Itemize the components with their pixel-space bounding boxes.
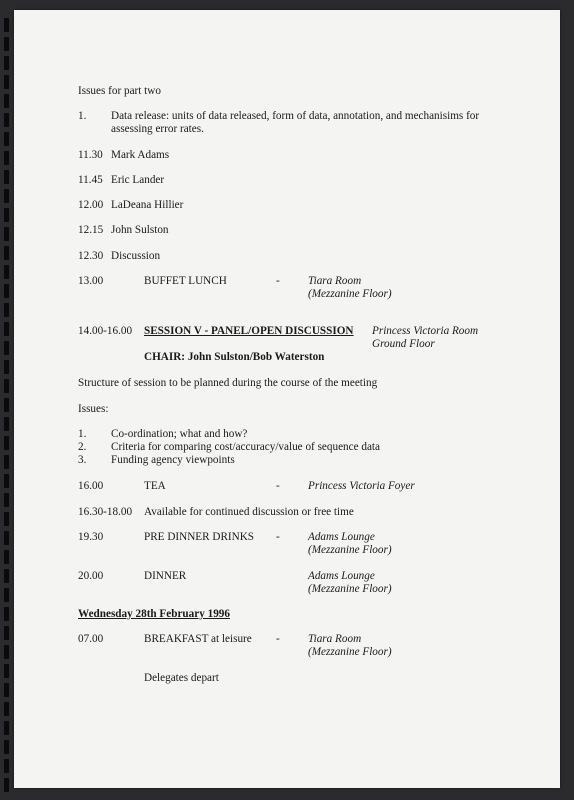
lunch-dash: - [276, 275, 280, 287]
binding-hole [4, 303, 9, 317]
dinner-floor: (Mezzanine Floor) [308, 583, 392, 595]
binding-hole [4, 550, 9, 564]
binding-hole [4, 246, 9, 260]
drinks-dash: - [276, 531, 280, 543]
binding-hole [4, 702, 9, 716]
binding-hole [4, 569, 9, 583]
drinks-room: Adams Lounge [308, 531, 375, 543]
depart-note: Delegates depart [144, 672, 219, 684]
binding-hole [4, 645, 9, 659]
breakfast-floor: (Mezzanine Floor) [308, 646, 392, 658]
breakfast-event: BREAKFAST at leisure [144, 633, 252, 645]
binding-hole [4, 94, 9, 108]
drinks-event: PRE DINNER DRINKS [144, 531, 255, 543]
binding-hole [4, 18, 9, 32]
tea-event: TEA [144, 480, 166, 492]
binding-hole [4, 607, 9, 621]
binding-hole [4, 740, 9, 754]
talk-name: John Sulston [111, 224, 169, 236]
binding-hole [4, 626, 9, 640]
lunch-event: BUFFET LUNCH [144, 275, 227, 287]
binding-hole [4, 284, 9, 298]
binding-hole [4, 37, 9, 51]
tea-room: Princess Victoria Foyer [308, 480, 415, 492]
session-title: SESSION V - PANEL/OPEN DISCUSSION [144, 325, 354, 337]
binding-hole [4, 341, 9, 355]
issues-label: Issues: [78, 403, 109, 415]
talk-time: 12.30 [78, 250, 104, 262]
dinner-room: Adams Lounge [308, 570, 375, 582]
issue-number: 1. [78, 428, 87, 440]
binding-hole [4, 189, 9, 203]
talk-time: 11.45 [78, 174, 103, 186]
session-time: 14.00-16.00 [78, 325, 133, 337]
binding-hole [4, 265, 9, 279]
binding-hole [4, 588, 9, 602]
lunch-room: Tiara Room [308, 275, 362, 287]
issue-number: 3. [78, 454, 87, 466]
issue-text: Funding agency viewpoints [111, 454, 235, 466]
binding-hole [4, 512, 9, 526]
binding-hole [4, 379, 9, 393]
free-time: 16.30-18.00 [78, 506, 133, 518]
binding-hole [4, 398, 9, 412]
tea-dash: - [276, 480, 280, 492]
talk-name: Discussion [111, 250, 161, 262]
binding-holes [0, 0, 14, 800]
binding-hole [4, 227, 9, 241]
issues-heading: Issues for part two [78, 85, 161, 97]
binding-hole [4, 436, 9, 450]
session-structure: Structure of session to be planned during the course of the meeting [78, 377, 378, 389]
binding-hole [4, 170, 9, 184]
lunch-time: 13.00 [78, 275, 104, 287]
binding-hole [4, 132, 9, 146]
item-number: 1. [78, 110, 87, 122]
binding-hole [4, 721, 9, 735]
binding-hole [4, 759, 9, 773]
dinner-time: 20.00 [78, 570, 104, 582]
session-chair: CHAIR: John Sulston/Bob Waterston [144, 351, 325, 363]
issue-text: Criteria for comparing cost/accuracy/value of sequence data [111, 441, 380, 453]
talk-time: 11.30 [78, 149, 103, 161]
day-heading: Wednesday 28th February 1996 [78, 608, 230, 620]
binding-hole [4, 455, 9, 469]
binding-hole [4, 417, 9, 431]
talk-time: 12.15 [78, 224, 104, 236]
breakfast-dash: - [276, 633, 280, 645]
tea-time: 16.00 [78, 480, 104, 492]
binding-hole [4, 683, 9, 697]
item-text-line2: assessing error rates. [111, 123, 204, 135]
session-floor: Ground Floor [372, 338, 435, 350]
binding-hole [4, 113, 9, 127]
drinks-time: 19.30 [78, 531, 104, 543]
binding-hole [4, 778, 9, 792]
binding-hole [4, 208, 9, 222]
binding-hole [4, 56, 9, 70]
binding-hole [4, 151, 9, 165]
breakfast-room: Tiara Room [308, 633, 362, 645]
item-text-line1: Data release: units of data released, form of data, annotation, and mechanisims for [111, 110, 480, 122]
talk-name: Eric Lander [111, 174, 165, 186]
binding-hole [4, 531, 9, 545]
binding-hole [4, 322, 9, 336]
binding-hole [4, 493, 9, 507]
dinner-event: DINNER [144, 570, 187, 582]
binding-hole [4, 474, 9, 488]
binding-hole [4, 664, 9, 678]
drinks-floor: (Mezzanine Floor) [308, 544, 392, 556]
binding-hole [4, 75, 9, 89]
talk-time: 12.00 [78, 199, 104, 211]
free-event: Available for continued discussion or free time [144, 506, 354, 518]
issue-number: 2. [78, 441, 87, 453]
breakfast-time: 07.00 [78, 633, 104, 645]
session-room: Princess Victoria Room [372, 325, 479, 337]
lunch-floor: (Mezzanine Floor) [308, 288, 392, 300]
issue-text: Co-ordination; what and how? [111, 428, 248, 440]
talk-name: LaDeana Hillier [111, 199, 184, 211]
talk-name: Mark Adams [111, 149, 170, 161]
binding-hole [4, 360, 9, 374]
document-page [14, 10, 560, 788]
